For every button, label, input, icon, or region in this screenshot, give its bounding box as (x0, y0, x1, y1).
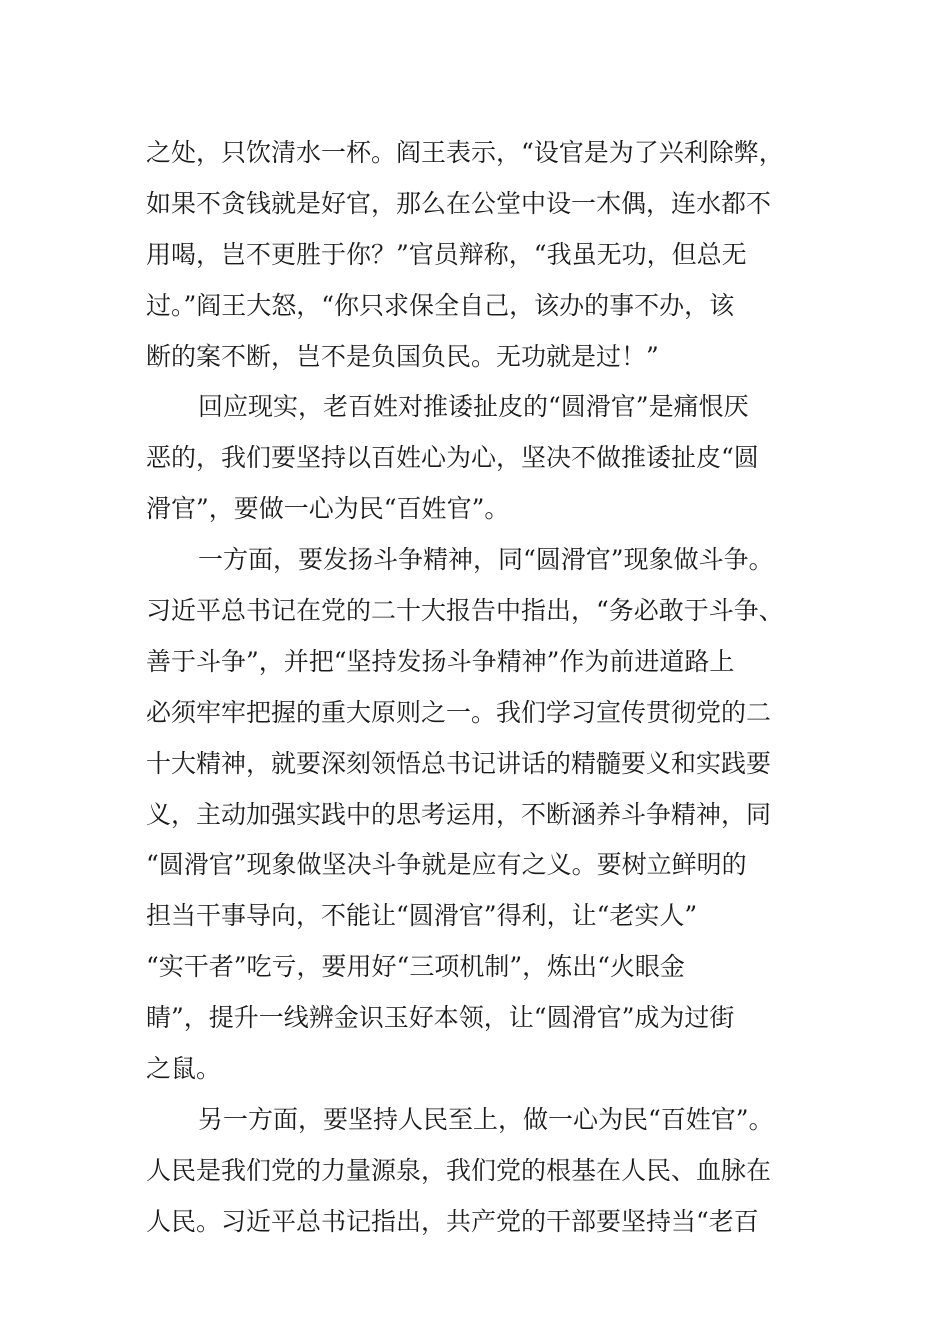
text-line: “实干者”吃亏，要用好“三项机制”，炼出“火眼金 (146, 952, 685, 982)
text-line: 义，主动加强实践中的思考运用，不断涵养斗争精神，同 (146, 799, 772, 829)
text-line: 之鼠。 (146, 1054, 222, 1084)
text-line: 断的案不断，岂不是负国负民。无功就是过！” (146, 341, 659, 371)
text-line: 十大精神，就要深刻领悟总书记讲话的精髓要义和实践要 (146, 748, 772, 778)
text-line: 人民是我们党的力量源泉，我们党的根基在人民、血脉在 (146, 1155, 772, 1185)
text-line: 人民。习近平总书记指出，共产党的干部要坚持当“老百 (146, 1206, 759, 1236)
text-line: 习近平总书记在党的二十大报告中指出，“务必敢于斗争、 (146, 596, 784, 626)
text-line: 回应现实，老百姓对推诿扯皮的“圆滑官”是痛恨厌 (198, 392, 749, 422)
text-line: 睛”，提升一线辨金识玉好本领，让“圆滑官”成为过街 (146, 1003, 735, 1033)
text-line: 善于斗争”，并把“坚持发扬斗争精神”作为前进道路上 (146, 646, 735, 676)
text-line: 过。”阎王大怒，“你只求保全自己，该办的事不办，该 (146, 290, 735, 320)
text-line: 用喝，岂不更胜于你？”官员辩称，“我虽无功，但总无 (146, 239, 747, 269)
text-line: “圆滑官”现象做坚决斗争就是应有之义。要树立鲜明的 (146, 850, 747, 880)
text-line: 如果不贪钱就是好官，那么在公堂中设一木偶，连水都不 (146, 188, 772, 218)
text-line: 之处，只饮清水一杯。阎王表示，“设官是为了兴利除弊， (146, 138, 784, 167)
text-line: 担当干事导向，不能让“圆滑官”得利，让“老实人” (146, 901, 698, 931)
text-line: 一方面，要发扬斗争精神，同“圆滑官”现象做斗争。 (198, 545, 774, 575)
text-line: 恶的，我们要坚持以百姓心为心，坚决不做推诿扯皮“圆 (146, 443, 759, 473)
text-line: 滑官”，要做一心为民“百姓官”。 (146, 494, 510, 524)
text-line: 另一方面，要坚持人民至上，做一心为民“百姓官”。 (198, 1104, 774, 1134)
document-body (146, 128, 806, 1248)
text-line: 必须牢牢把握的重大原则之一。我们学习宣传贯彻党的二 (146, 697, 772, 727)
